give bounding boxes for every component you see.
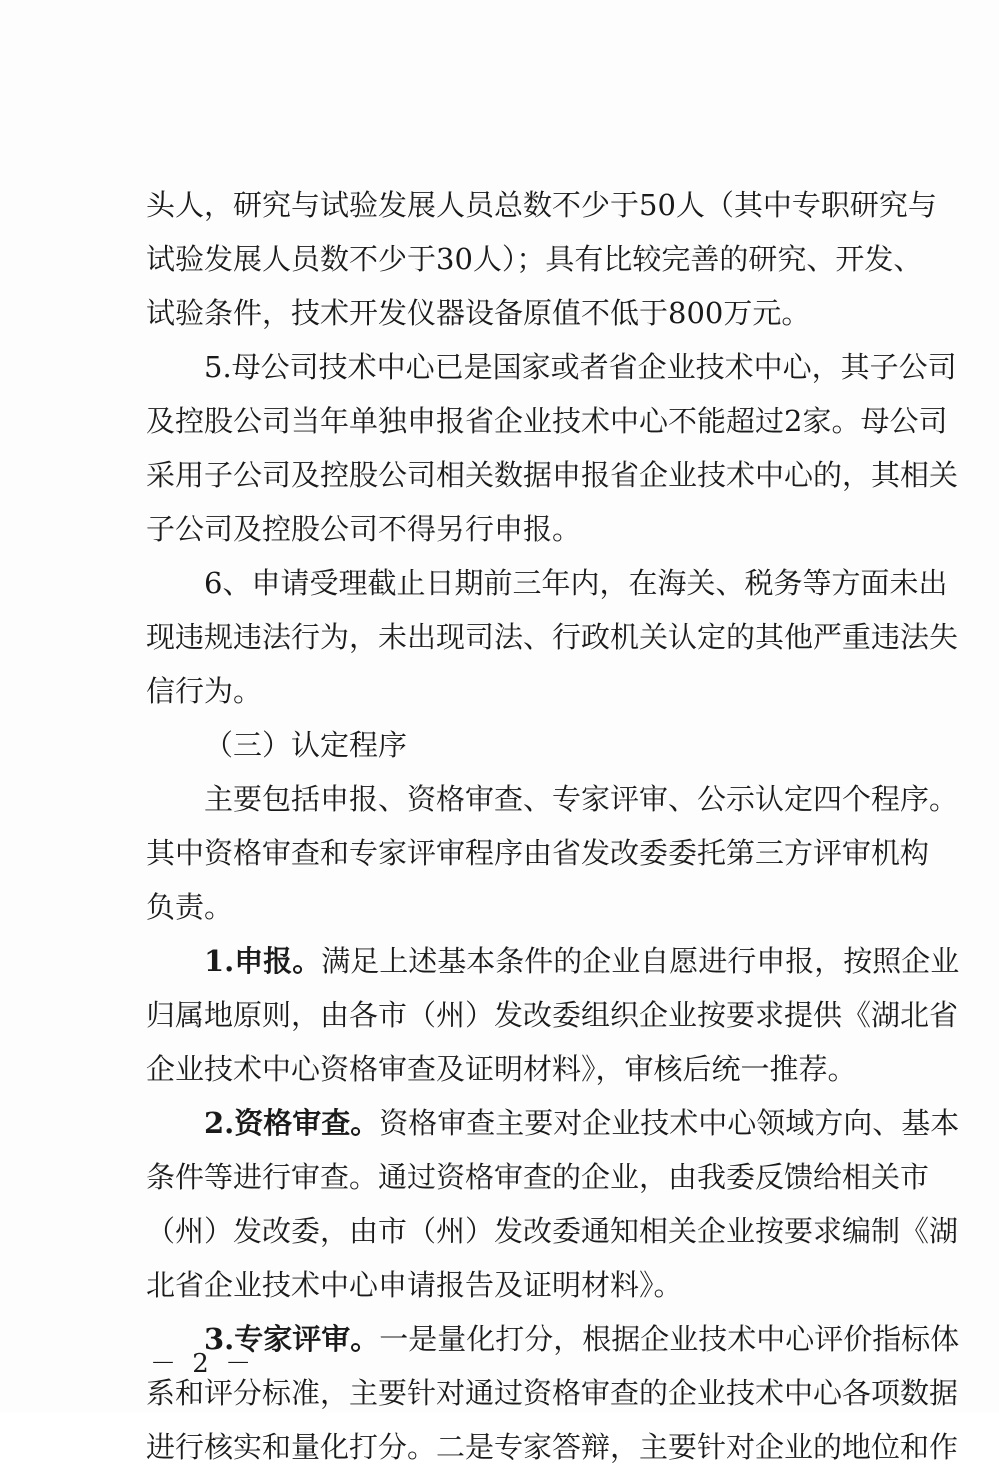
paragraph-5-line-1: [146, 934, 960, 988]
paragraph-5-line-3: 企业技术中心资格审查及证明材料》，审核后统一推荐。: [146, 1052, 857, 1086]
paragraph-4-line-1: 主要包括申报、资格审查、专家评审、公示认定四个程序。: [204, 782, 959, 816]
step-1-title: 1.申报。: [204, 944, 322, 978]
paragraph-2-line-3: 采用子公司及控股公司相关数据申报省企业技术中心的，其相关: [146, 458, 959, 492]
paragraph-3-line-2: 现违规违法行为，未出现司法、行政机关认定的其他严重违法失: [146, 620, 959, 654]
step-1-text: 满足上述基本条件的企业自愿进行申报，按照企业: [321, 944, 960, 978]
paragraph-4-line-2: 其中资格审查和专家评审程序由省发改委委托第三方评审机构: [146, 836, 930, 870]
paragraph-6-line-3: （州）发改委，由市（州）发改委通知相关企业按要求编制《湖: [146, 1214, 959, 1248]
section-heading: （三）认定程序: [204, 728, 408, 762]
document-body: [146, 178, 960, 1474]
paragraph-7-line-1: [146, 1312, 960, 1366]
step-2-text: 资格审查主要对企业技术中心领域方向、基本: [379, 1106, 960, 1140]
page-number: － 2 －: [150, 1349, 256, 1379]
step-3-title: 3.专家评审。: [204, 1322, 380, 1356]
paragraph-6-line-4: 北省企业技术中心申请报告及证明材料》。: [146, 1268, 683, 1302]
paragraph-2-line-1: 5.母公司技术中心已是国家或者省企业技术中心，其子公司: [204, 350, 957, 384]
paragraph-2-line-2: 及控股公司当年单独申报省企业技术中心不能超过2家。母公司: [146, 404, 948, 438]
paragraph-1-line-3: 试验条件，技术开发仪器设备原值不低于800万元。: [146, 296, 811, 330]
paragraph-2-line-4: 子公司及控股公司不得另行申报。: [146, 512, 582, 546]
step-2-title: 2.资格审查。: [204, 1106, 380, 1140]
paragraph-3-line-1: 6、申请受理截止日期前三年内，在海关、税务等方面未出: [204, 566, 948, 600]
paragraph-7-line-3: 进行核实和量化打分。二是专家答辩，主要针对企业的地位和作: [146, 1430, 959, 1464]
paragraph-4-line-3: 负责。: [146, 890, 234, 924]
step-3-text: 一是量化打分，根据企业技术中心评价指标体: [379, 1322, 960, 1356]
paragraph-5-line-2: 归属地原则，由各市（州）发改委组织企业按要求提供《湖北省: [146, 998, 959, 1032]
paragraph-3-line-3: 信行为。: [146, 674, 263, 708]
paragraph-6-line-2: 条件等进行审查。通过资格审查的企业，由我委反馈给相关市: [146, 1160, 930, 1194]
paragraph-7-line-2: 系和评分标准，主要针对通过资格审查的企业技术中心各项数据: [146, 1376, 959, 1410]
paragraph-1-line-1: 头人，研究与试验发展人员总数不少于50人（其中专职研究与: [146, 188, 937, 222]
paragraph-1-line-2: 试验发展人员数不少于30人）；具有比较完善的研究、开发、: [146, 242, 923, 276]
paragraph-6-line-1: [146, 1096, 960, 1150]
